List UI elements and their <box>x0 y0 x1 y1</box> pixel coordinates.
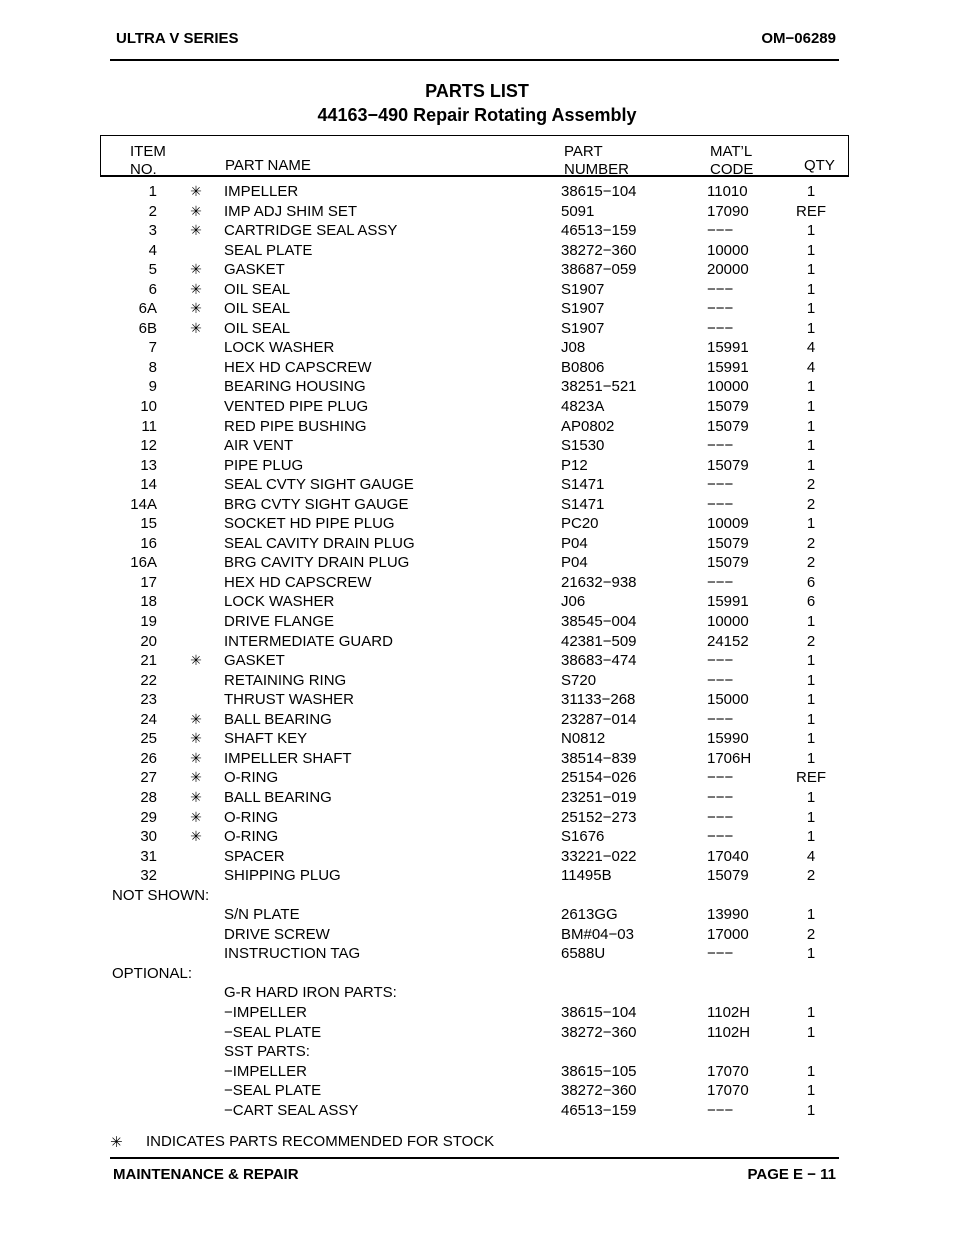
part-number: S720 <box>561 671 597 689</box>
part-number: 46513−159 <box>561 1101 637 1119</box>
header-series: ULTRA V SERIES <box>116 30 239 47</box>
part-number: 2613GG <box>561 906 618 924</box>
table-row <box>0 1023 954 1043</box>
quantity: 1 <box>806 808 816 826</box>
item-number: 14A <box>130 495 157 513</box>
part-number: 38272−360 <box>561 1082 637 1100</box>
table-row <box>0 1003 954 1023</box>
part-number: S1907 <box>561 319 605 337</box>
material-code: −−− <box>707 671 734 689</box>
material-code: −−− <box>707 476 734 494</box>
part-number: J08 <box>561 339 586 357</box>
table-row <box>0 768 954 788</box>
quantity: 1 <box>806 1003 816 1021</box>
table-row <box>0 397 954 417</box>
part-number: 38514−839 <box>561 749 637 767</box>
item-number: 3 <box>148 222 157 240</box>
quantity: 6 <box>806 573 816 591</box>
parts-table-body <box>0 182 954 1120</box>
part-name: O-RING <box>224 808 279 826</box>
quantity: 1 <box>806 1023 816 1041</box>
material-code: 15991 <box>707 339 749 357</box>
quantity: 1 <box>806 828 816 846</box>
section-heading <box>0 886 954 906</box>
item-number: 10 <box>140 398 157 416</box>
table-row <box>0 358 954 378</box>
part-number: 33221−022 <box>561 847 637 865</box>
material-code: 15991 <box>707 358 749 376</box>
material-code: −−− <box>707 808 734 826</box>
material-code: −−− <box>707 828 734 846</box>
part-name: OIL SEAL <box>224 300 291 318</box>
table-row <box>0 827 954 847</box>
stock-star-icon: ✳ <box>190 808 202 825</box>
stock-star-icon: ✳ <box>110 1134 123 1151</box>
part-number: 38272−360 <box>561 1023 637 1041</box>
item-number: 25 <box>140 730 157 748</box>
part-name: IMP ADJ SHIM SET <box>224 202 358 220</box>
table-row <box>0 944 954 964</box>
part-number: 31133−268 <box>561 691 636 709</box>
item-number: 6 <box>148 280 157 298</box>
material-code: −−− <box>707 1101 734 1119</box>
part-name: LOCK WASHER <box>224 593 335 611</box>
quantity: 6 <box>806 593 816 611</box>
part-name: OIL SEAL <box>224 319 291 337</box>
part-number: S1907 <box>561 280 605 298</box>
material-code: −−− <box>707 573 734 591</box>
part-name: −IMPELLER <box>224 1003 307 1021</box>
item-number: 28 <box>140 788 157 806</box>
item-number: 22 <box>140 671 157 689</box>
part-name: INSTRUCTION TAG <box>224 945 361 963</box>
material-code: 17090 <box>707 202 749 220</box>
part-name: −CART SEAL ASSY <box>224 1101 359 1119</box>
table-row <box>0 808 954 828</box>
quantity: 1 <box>806 1082 816 1100</box>
material-code: −−− <box>707 710 734 728</box>
section-label: OPTIONAL: <box>112 964 193 982</box>
part-name: BRG CAVITY DRAIN PLUG <box>224 554 410 572</box>
part-number: 38687−059 <box>561 261 637 279</box>
item-number: 11 <box>141 417 157 435</box>
part-name: HEX HD CAPSCREW <box>224 573 372 591</box>
stock-star-icon: ✳ <box>190 652 202 669</box>
material-code: 15079 <box>707 417 749 435</box>
page-title: PARTS LIST <box>425 81 529 101</box>
part-number: 38615−104 <box>561 183 637 200</box>
table-row <box>0 495 954 515</box>
quantity: 1 <box>806 398 816 416</box>
part-name: G-R HARD IRON PARTS: <box>224 984 397 1002</box>
quantity: 1 <box>806 945 816 963</box>
quantity: 1 <box>806 1062 816 1080</box>
part-name: DRIVE FLANGE <box>224 613 335 631</box>
item-number: 18 <box>140 593 157 611</box>
quantity: 4 <box>806 847 816 865</box>
part-name: OIL SEAL <box>224 280 291 298</box>
part-number: 38272−360 <box>561 241 637 259</box>
part-number: 38615−105 <box>561 1062 637 1080</box>
item-number: 5 <box>148 261 157 279</box>
table-row <box>0 788 954 808</box>
table-row <box>0 534 954 554</box>
part-name: IMPELLER <box>224 183 299 200</box>
table-row <box>0 847 954 867</box>
material-code: 15079 <box>707 456 749 474</box>
table-row <box>0 905 954 925</box>
part-name: −IMPELLER <box>224 1062 307 1080</box>
material-code: 15079 <box>707 867 749 885</box>
table-row <box>0 651 954 671</box>
material-code: 24152 <box>707 632 749 650</box>
part-number: 42381−509 <box>561 632 637 650</box>
material-code: 20000 <box>707 261 749 279</box>
part-name: GASKET <box>224 261 285 279</box>
item-number: 4 <box>148 241 157 259</box>
material-code: −−− <box>707 945 734 963</box>
item-number: 16 <box>140 534 157 552</box>
part-name: SEAL CAVITY DRAIN PLUG <box>224 534 415 552</box>
table-row <box>0 1042 954 1062</box>
material-code: −−− <box>707 769 734 787</box>
material-code: 10000 <box>707 378 749 396</box>
item-number: 9 <box>148 378 157 396</box>
part-name: BEARING HOUSING <box>224 378 366 396</box>
part-number: S1471 <box>561 476 605 494</box>
item-number: 30 <box>140 828 157 846</box>
part-number: 4823A <box>561 398 605 416</box>
material-code: 15079 <box>707 554 749 572</box>
item-number: 7 <box>148 339 157 357</box>
page-subtitle: 44163−490 Repair Rotating Assembly <box>317 105 637 125</box>
part-name: SPACER <box>224 847 285 865</box>
material-code: 1102H <box>707 1003 751 1021</box>
table-row <box>0 338 954 358</box>
quantity: 1 <box>806 241 816 259</box>
quantity: 1 <box>806 730 816 748</box>
item-number: 13 <box>140 456 157 474</box>
stock-star-icon: ✳ <box>190 730 202 747</box>
part-name: SHAFT KEY <box>224 730 308 748</box>
stock-star-icon: ✳ <box>190 300 202 317</box>
table-row <box>0 729 954 749</box>
stock-star-icon: ✳ <box>190 788 202 805</box>
part-name: S/N PLATE <box>224 906 300 924</box>
part-name: O-RING <box>224 769 279 787</box>
part-name: RED PIPE BUSHING <box>224 417 367 435</box>
stock-star-icon: ✳ <box>190 319 202 336</box>
quantity: 4 <box>806 339 816 357</box>
table-row <box>0 632 954 652</box>
part-number: 23251−019 <box>561 788 637 806</box>
material-code: 15991 <box>707 593 749 611</box>
col-item-line1: ITEM <box>130 143 166 160</box>
table-row <box>0 436 954 456</box>
material-code: 15079 <box>707 534 749 552</box>
quantity: 1 <box>806 749 816 767</box>
quantity: 2 <box>806 632 816 650</box>
part-name: BRG CVTY SIGHT GAUGE <box>224 495 409 513</box>
material-code: 15990 <box>707 730 749 748</box>
item-number: 8 <box>148 358 157 376</box>
quantity: 2 <box>806 534 816 552</box>
quantity: 1 <box>806 613 816 631</box>
part-number: PC20 <box>561 515 599 533</box>
part-name: IMPELLER SHAFT <box>224 749 352 767</box>
quantity: 2 <box>806 925 816 943</box>
part-name: GASKET <box>224 652 285 670</box>
part-number: B0806 <box>561 358 605 376</box>
quantity: 1 <box>806 906 816 924</box>
part-name: −SEAL PLATE <box>224 1023 322 1041</box>
item-number: 6A <box>138 300 157 318</box>
material-code: 13990 <box>707 906 749 924</box>
item-number: 6B <box>138 319 157 337</box>
table-row <box>0 749 954 769</box>
part-name: SEAL CVTY SIGHT GAUGE <box>224 476 414 494</box>
part-number: 25152−273 <box>561 808 637 826</box>
material-code: −−− <box>707 437 734 455</box>
table-row <box>0 1081 954 1101</box>
material-code: 17070 <box>707 1082 749 1100</box>
stock-star-icon: ✳ <box>190 769 202 786</box>
stock-note: INDICATES PARTS RECOMMENDED FOR STOCK <box>146 1133 495 1150</box>
part-number: J06 <box>561 593 586 611</box>
item-number: 21 <box>140 652 157 670</box>
quantity: 2 <box>806 554 816 572</box>
part-number: P12 <box>561 456 588 474</box>
quantity: 1 <box>806 1101 816 1119</box>
part-name: BALL BEARING <box>224 710 332 728</box>
material-code: −−− <box>707 788 734 806</box>
table-row <box>0 710 954 730</box>
material-code: 17040 <box>707 847 749 865</box>
col-part-number-line2: NUMBER <box>564 161 630 178</box>
part-number: 46513−159 <box>561 222 637 240</box>
quantity: 1 <box>806 671 816 689</box>
part-number: 38545−004 <box>561 613 637 631</box>
part-number: 38683−474 <box>561 652 637 670</box>
quantity: 1 <box>806 691 816 709</box>
part-name: AIR VENT <box>224 437 294 455</box>
material-code: −−− <box>707 222 734 240</box>
part-number: S1907 <box>561 300 605 318</box>
item-number: 24 <box>140 710 157 728</box>
part-name: SEAL PLATE <box>224 241 313 259</box>
part-number: 6588U <box>561 945 606 963</box>
table-row <box>0 1101 954 1121</box>
stock-star-icon: ✳ <box>190 222 202 239</box>
part-number: 5091 <box>561 202 595 220</box>
quantity: 1 <box>806 222 816 240</box>
item-number: 16A <box>130 554 157 572</box>
material-code: 11010 <box>707 183 748 200</box>
stock-star-icon: ✳ <box>190 261 202 278</box>
part-name: DRIVE SCREW <box>224 925 330 943</box>
table-row <box>0 202 954 222</box>
part-name: LOCK WASHER <box>224 339 335 357</box>
quantity: 1 <box>806 319 816 337</box>
quantity: 1 <box>806 652 816 670</box>
stock-star-icon: ✳ <box>190 828 202 845</box>
table-row <box>0 983 954 1003</box>
part-name: INTERMEDIATE GUARD <box>224 632 393 650</box>
footer-page-number: PAGE E − 11 <box>747 1166 836 1183</box>
table-row <box>0 1062 954 1082</box>
part-number: 38251−521 <box>561 378 637 396</box>
part-number: P04 <box>561 534 588 552</box>
table-row <box>0 690 954 710</box>
stock-star-icon: ✳ <box>190 749 202 766</box>
table-row <box>0 456 954 476</box>
table-row <box>0 417 954 437</box>
material-code: 1102H <box>707 1023 751 1041</box>
part-number: N0812 <box>561 730 606 748</box>
part-name: BALL BEARING <box>224 788 332 806</box>
quantity: 2 <box>806 476 816 494</box>
stock-star-icon: ✳ <box>190 280 202 297</box>
material-code: 17070 <box>707 1062 749 1080</box>
material-code: −−− <box>707 495 734 513</box>
part-number: 23287−014 <box>561 710 637 728</box>
footer-rule <box>110 1157 839 1159</box>
material-code: −−− <box>707 300 734 318</box>
part-number: 25154−026 <box>561 769 637 787</box>
table-row <box>0 280 954 300</box>
part-name: −SEAL PLATE <box>224 1082 322 1100</box>
table-row <box>0 377 954 397</box>
item-number: 20 <box>140 632 157 650</box>
quantity: 2 <box>806 867 816 885</box>
part-name: SST PARTS: <box>224 1043 310 1061</box>
stock-star-icon: ✳ <box>190 710 202 727</box>
part-name: THRUST WASHER <box>224 691 355 709</box>
part-number: S1530 <box>561 437 605 455</box>
part-number: S1676 <box>561 828 605 846</box>
table-row <box>0 514 954 534</box>
item-number: 14 <box>140 476 157 494</box>
table-row <box>0 319 954 339</box>
material-code: −−− <box>707 280 734 298</box>
stock-star-icon: ✳ <box>190 183 202 199</box>
quantity: 1 <box>806 456 816 474</box>
material-code: 10009 <box>707 515 749 533</box>
table-row <box>0 553 954 573</box>
quantity: 1 <box>806 183 816 200</box>
table-row <box>0 925 954 945</box>
part-number: S1471 <box>561 495 605 513</box>
part-number: AP0802 <box>561 417 615 435</box>
material-code: 17000 <box>707 925 749 943</box>
item-number: 32 <box>140 867 157 885</box>
quantity: 1 <box>806 788 816 806</box>
item-number: 31 <box>140 847 157 865</box>
material-code: 10000 <box>707 241 749 259</box>
quantity: 1 <box>806 261 816 279</box>
col-qty: QTY <box>804 157 835 174</box>
material-code: 1706H <box>707 749 752 767</box>
table-row <box>0 592 954 612</box>
item-number: 29 <box>140 808 157 826</box>
col-matl-line1: MAT’L <box>710 143 753 160</box>
part-number: 11495B <box>561 867 612 885</box>
material-code: −−− <box>707 319 734 337</box>
table-row <box>0 260 954 280</box>
material-code: 10000 <box>707 613 749 631</box>
quantity: REF <box>796 769 826 787</box>
item-number: 19 <box>140 613 157 631</box>
material-code: 15079 <box>707 398 749 416</box>
item-number: 26 <box>140 749 157 767</box>
item-number: 15 <box>140 515 157 533</box>
col-part-number-line1: PART <box>564 143 603 160</box>
quantity: 1 <box>806 515 816 533</box>
col-item-line2: NO. <box>130 161 157 178</box>
item-number: 1 <box>148 183 157 200</box>
table-row <box>0 475 954 495</box>
part-name: SHIPPING PLUG <box>224 867 341 885</box>
stock-star-icon: ✳ <box>190 202 202 219</box>
quantity: 1 <box>806 437 816 455</box>
part-name: O-RING <box>224 828 279 846</box>
table-row <box>0 612 954 632</box>
item-number: 12 <box>140 437 157 455</box>
part-name: RETAINING RING <box>224 671 347 689</box>
col-part-name: PART NAME <box>225 157 311 174</box>
part-number: 38615−104 <box>561 1003 637 1021</box>
quantity: 1 <box>806 710 816 728</box>
quantity: 1 <box>806 417 816 435</box>
header-rule <box>110 59 839 61</box>
item-number: 23 <box>140 691 157 709</box>
material-code: 15000 <box>707 691 749 709</box>
table-row <box>0 671 954 691</box>
part-name: VENTED PIPE PLUG <box>224 398 369 416</box>
col-matl-line2: CODE <box>710 161 754 178</box>
table-row <box>0 573 954 593</box>
item-number: 17 <box>140 573 157 591</box>
footer-section: MAINTENANCE & REPAIR <box>113 1166 299 1183</box>
table-row <box>0 866 954 886</box>
quantity: 1 <box>806 378 816 396</box>
table-row <box>0 299 954 319</box>
part-number: P04 <box>561 554 588 572</box>
part-name: CARTRIDGE SEAL ASSY <box>224 222 398 240</box>
part-number: BM#04−03 <box>561 925 634 943</box>
item-number: 27 <box>140 769 157 787</box>
section-label: NOT SHOWN: <box>112 886 210 904</box>
table-row <box>0 241 954 261</box>
quantity: 2 <box>806 495 816 513</box>
section-heading <box>0 964 954 984</box>
header-doc-number: OM−06289 <box>761 30 836 47</box>
quantity: REF <box>796 202 826 220</box>
part-name: PIPE PLUG <box>224 456 304 474</box>
part-number: 21632−938 <box>561 573 637 591</box>
part-name: HEX HD CAPSCREW <box>224 358 372 376</box>
table-row <box>0 221 954 241</box>
material-code: −−− <box>707 652 734 670</box>
table-row <box>0 182 954 202</box>
quantity: 1 <box>806 280 816 298</box>
item-number: 2 <box>148 202 157 220</box>
quantity: 1 <box>806 300 816 318</box>
part-name: SOCKET HD PIPE PLUG <box>224 515 395 533</box>
quantity: 4 <box>806 358 816 376</box>
